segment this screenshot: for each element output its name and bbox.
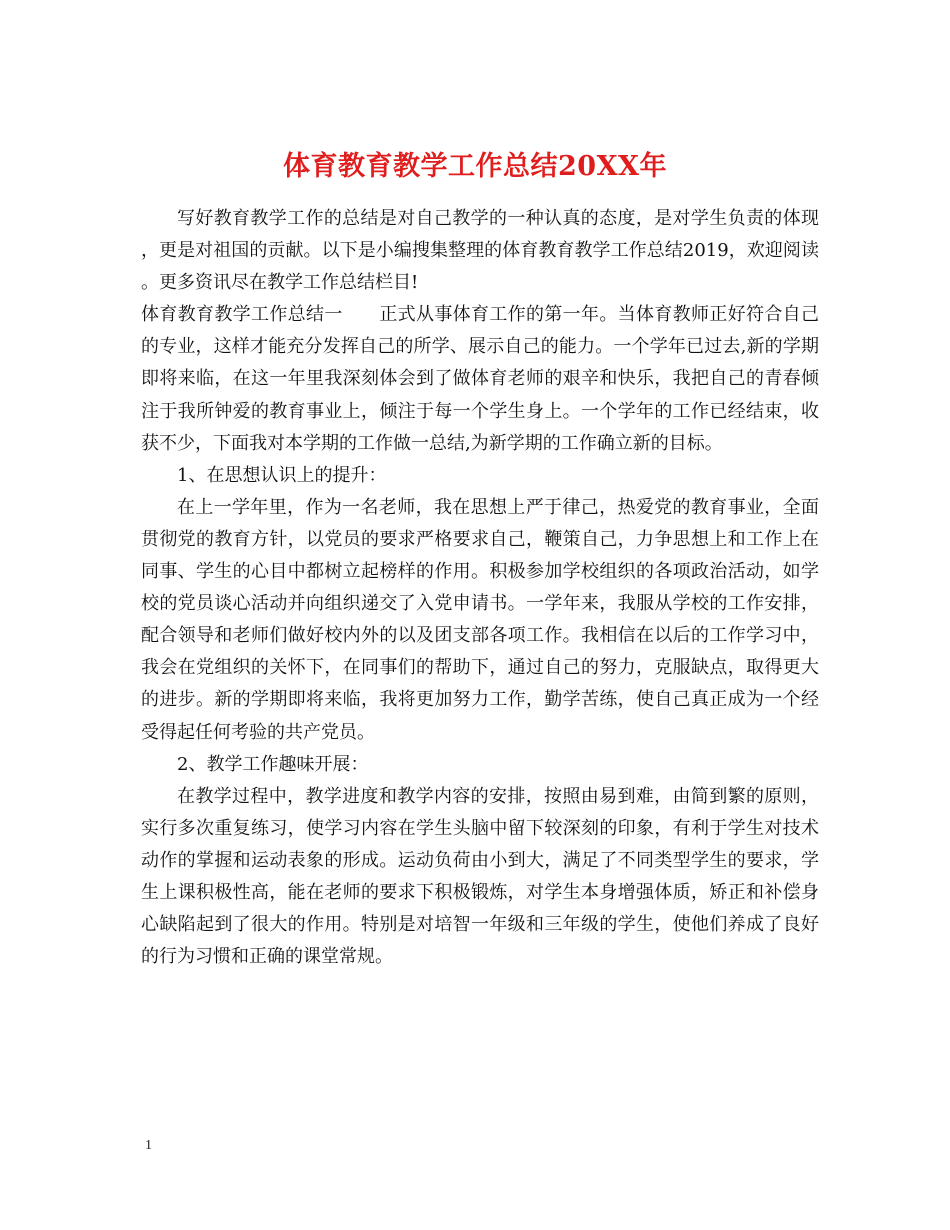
section-heading-thought: 1、在思想认识上的提升： <box>177 464 387 486</box>
section-heading-teaching: 2、教学工作趣味开展： <box>177 753 369 775</box>
page-title: 体育教育教学工作总结20XX年 <box>283 151 667 183</box>
document-body <box>141 203 819 973</box>
summary-one-paragraph: 体育教育教学工作总结一 正式从事体育工作的第一年。当体育教师正好符合自己的专业，这样才能充分发挥自己的所学、展示自己的能力。一个学年已过去,新的学期即将来临，在这一年里我深刻体会到了做体育老师的艰辛和快乐，我把自己的青春倾注于我所钟爱的教育事业上，倾注于每一个学生身上。一个学年的工作已经结束，收获不少，下面我对本学期的工作做一总结,为新学期的工作确立新的目标。 <box>141 304 819 454</box>
page-number: 1 <box>145 1138 152 1153</box>
intro-paragraph: 写好教育教学工作的总结是对自己教学的一种认真的态度，是对学生负责的体现，更是对祖国的贡献。以下是小编搜集整理的体育教育教学工作总结2019，欢迎阅读。更多资讯尽在教学工作总结栏目! <box>141 208 819 294</box>
thought-paragraph: 在上一学年里，作为一名老师，我在思想上严于律己，热爱党的教育事业，全面贯彻党的教育方针，以党员的要求严格要求自己，鞭策自己，力争思想上和工作上在同事、学生的心目中都树立起榜样的作用。积极参加学校组织的各项政治活动，如学校的党员谈心活动并向组织递交了入党申请书。一学年来，我服从学校的工作安排，配合领导和老师们做好校内外的以及团支部各项工作。我相信在以后的工作学习中，我会在党组织的关怀下，在同事们的帮助下，通过自己的努力，克服缺点，取得更大的进步。新的学期即将来临，我将更加努力工作，勤学苦练，使自己真正成为一个经受得起任何考验的共产党员。 <box>141 496 819 743</box>
teaching-paragraph: 在教学过程中，教学进度和教学内容的安排，按照由易到难，由简到繁的原则，实行多次重复练习，使学习内容在学生头脑中留下较深刻的印象，有利于学生对技术动作的掌握和运动表象的形成。运动负荷由小到大，满足了不同类型学生的要求，学生上课积极性高，能在老师的要求下积极锻炼，对学生本身增强体质，矫正和补偿身心缺陷起到了很大的作用。特别是对培智一年级和三年级的学生，使他们养成了良好的行为习惯和正确的课堂常规。 <box>141 785 819 968</box>
